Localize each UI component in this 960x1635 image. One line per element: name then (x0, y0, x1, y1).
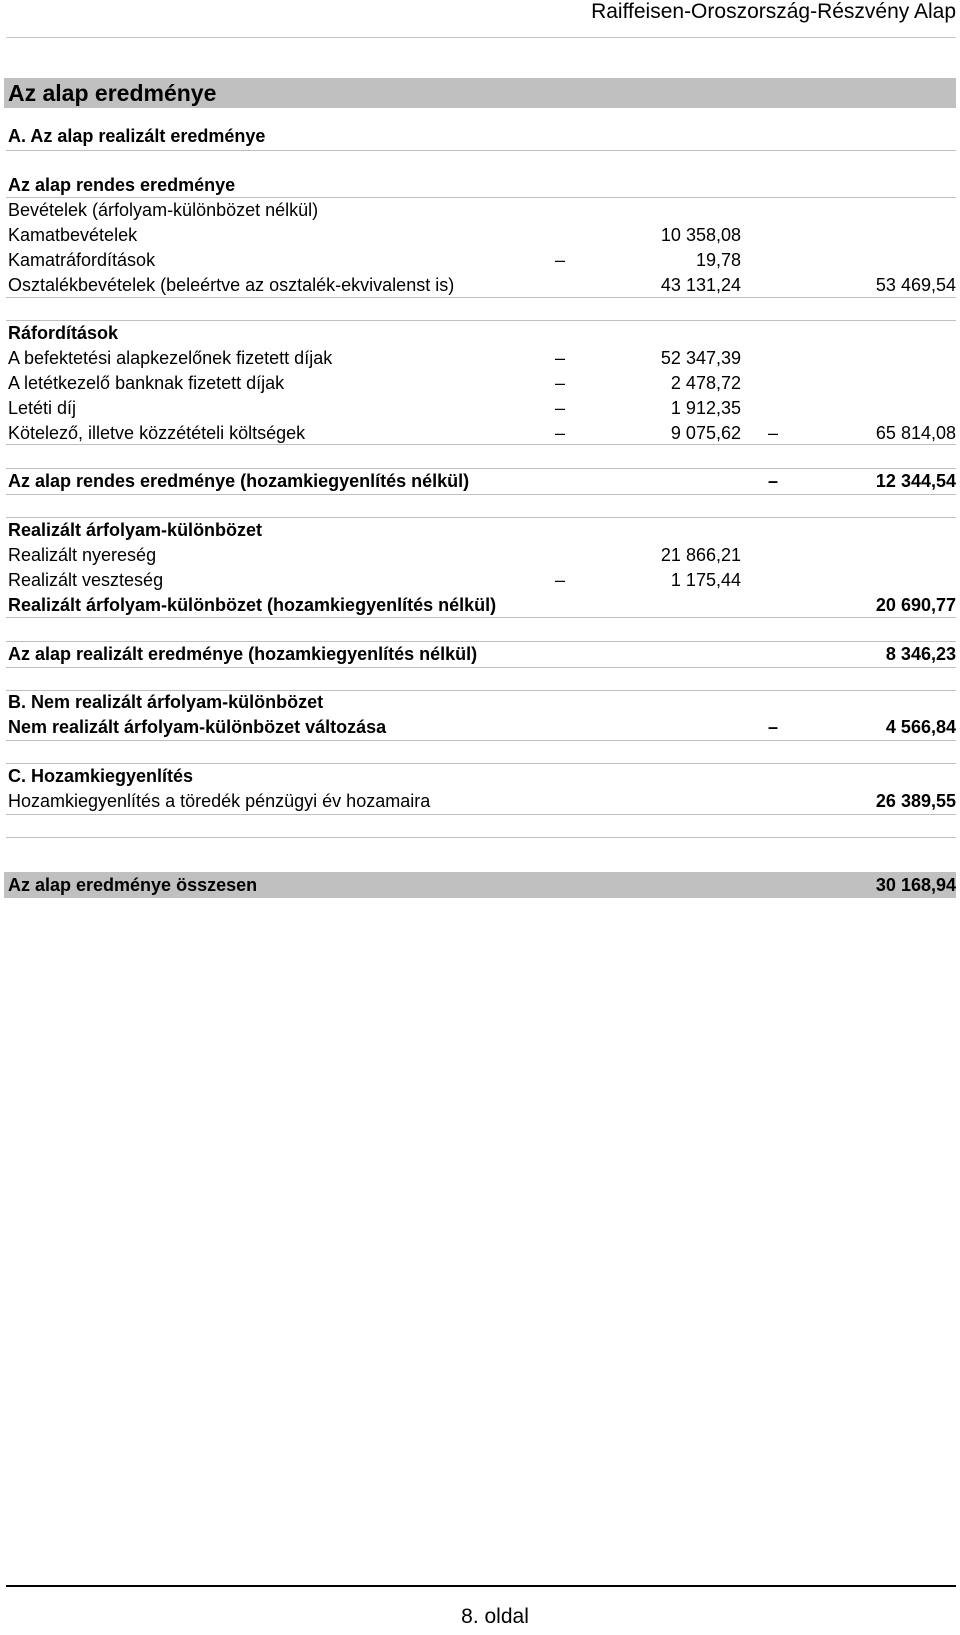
row-divider (6, 150, 956, 151)
table-row (8, 273, 956, 298)
table-row (8, 124, 956, 149)
row-divider (6, 740, 956, 741)
row-divider (6, 197, 956, 198)
row-amount: 2 478,72 (670, 373, 741, 393)
page-header: Raiffeisen-Oroszország-Részvény Alap (591, 0, 956, 23)
row-label: Letéti díj (8, 398, 77, 418)
row-label: A. Az alap realizált eredménye (8, 126, 266, 146)
row-amount: 21 866,21 (660, 545, 741, 565)
row-total: 4 566,84 (885, 717, 956, 737)
table-row (8, 321, 956, 346)
row-label: A letétkezelő banknak fizetett díjak (8, 373, 285, 393)
row-divider (6, 517, 956, 518)
table-row (8, 396, 956, 421)
row-divider (6, 617, 956, 618)
row-amount: 10 358,08 (660, 225, 741, 245)
row-label: Realizált árfolyam-különbözet (8, 520, 263, 540)
table-row (8, 543, 956, 568)
table-row (8, 642, 956, 667)
row-divider (6, 444, 956, 445)
grand-total-label: Az alap eredménye összesen (8, 875, 258, 895)
row-total: 53 469,54 (875, 275, 956, 295)
grand-total-row (4, 872, 956, 898)
minus-sign: – (767, 717, 778, 737)
row-label: B. Nem realizált árfolyam-különbözet (8, 692, 324, 712)
table-row (8, 173, 956, 198)
table-row (8, 248, 956, 273)
row-label: Realizált árfolyam-különbözet (hozamkiegyenlítés nélkül) (8, 595, 497, 615)
minus-sign: – (554, 373, 565, 393)
table-row (8, 518, 956, 543)
row-label: Realizált veszteség (8, 570, 164, 590)
table-row (8, 568, 956, 593)
row-divider (6, 814, 956, 815)
row-label: Ráfordítások (8, 323, 119, 343)
table-row (8, 469, 956, 494)
page-title: Az alap eredménye (4, 78, 956, 108)
table-row (8, 764, 956, 789)
row-amount: 9 075,62 (670, 423, 741, 443)
row-label: C. Hozamkiegyenlítés (8, 766, 194, 786)
minus-sign: – (554, 570, 565, 590)
row-label: A befektetési alapkezelőnek fizetett díjak (8, 348, 333, 368)
table-row (8, 198, 956, 223)
row-total: 65 814,08 (875, 423, 956, 443)
table-row (8, 421, 956, 446)
minus-sign: – (554, 398, 565, 418)
header-divider (6, 37, 956, 38)
row-total: 8 346,23 (885, 644, 956, 664)
row-divider (6, 494, 956, 495)
row-amount: 43 131,24 (660, 275, 741, 295)
table-row (8, 223, 956, 248)
row-divider (6, 763, 956, 764)
row-divider (6, 690, 956, 691)
row-label: Bevételek (árfolyam-különbözet nélkül) (8, 200, 319, 220)
row-amount: 1 912,35 (670, 398, 741, 418)
row-amount: 19,78 (695, 250, 741, 270)
row-label: Osztalékbevételek (beleértve az osztalék-ekvivalenst is) (8, 275, 455, 295)
page-number: 8. oldal (461, 1605, 529, 1628)
table-row (8, 593, 956, 618)
row-label: Az alap realizált eredménye (hozamkiegyenlítés nélkül) (8, 644, 478, 664)
minus-sign: – (767, 471, 778, 491)
minus-sign: – (767, 423, 778, 443)
row-total: 26 389,55 (875, 791, 956, 811)
table-row (8, 715, 956, 740)
minus-sign: – (554, 348, 565, 368)
row-total: 12 344,54 (875, 471, 956, 491)
row-divider (6, 468, 956, 469)
row-amount: 52 347,39 (660, 348, 741, 368)
row-label: Realizált nyereség (8, 545, 157, 565)
row-divider (6, 641, 956, 642)
row-label: Kamatbevételek (8, 225, 138, 245)
row-divider (6, 837, 956, 838)
row-label: Nem realizált árfolyam-különbözet változása (8, 717, 387, 737)
table-row (8, 346, 956, 371)
table-row (8, 690, 956, 715)
row-total: 20 690,77 (875, 595, 956, 615)
row-label: Kötelező, illetve közzétételi költségek (8, 423, 306, 443)
row-label: Kamatráfordítások (8, 250, 156, 270)
row-amount: 1 175,44 (670, 570, 741, 590)
row-label: Az alap rendes eredménye (8, 175, 236, 195)
table-row (8, 789, 956, 814)
minus-sign: – (554, 423, 565, 443)
row-label: Az alap rendes eredménye (hozamkiegyenlítés nélkül) (8, 471, 470, 491)
table-row (8, 371, 956, 396)
minus-sign: – (554, 250, 565, 270)
row-divider (6, 667, 956, 668)
row-label: Hozamkiegyenlítés a töredék pénzügyi év hozamaira (8, 791, 431, 811)
row-divider (6, 297, 956, 298)
grand-total-value: 30 168,94 (875, 875, 956, 895)
row-divider (6, 320, 956, 321)
footer-divider (6, 1585, 956, 1587)
